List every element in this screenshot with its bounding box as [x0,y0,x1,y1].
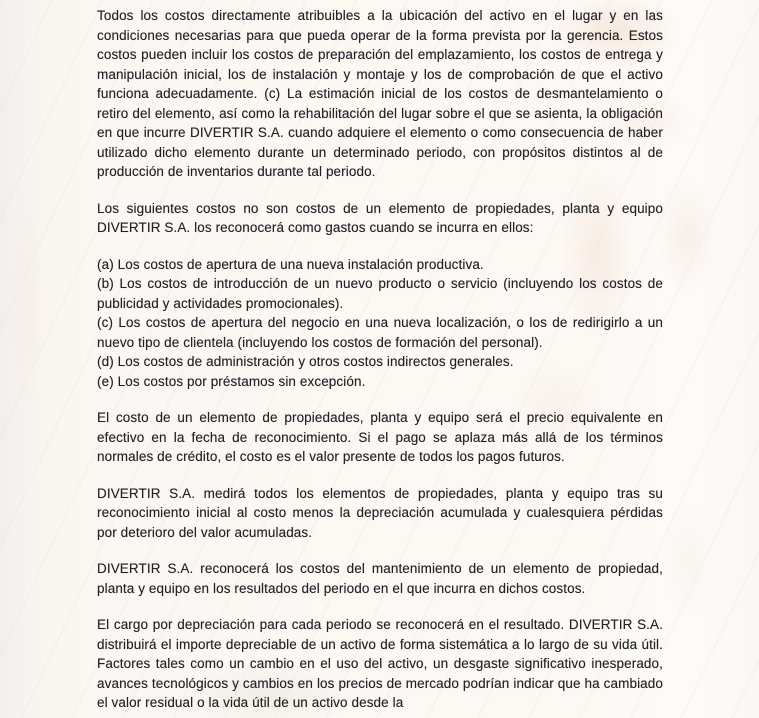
list-item-b: (b) Los costos de introducción de un nuevo producto o servicio (incluyendo los costos de publicidad y actividades promocionales). [97,276,663,311]
paragraph-costos-atribuibles: Todos los costos directamente atribuibles a la ubicación del activo en el lugar y en las condiciones necesarias para que pueda operar de la forma prevista por la gerencia. Estos costos pueden incluir los costos de preparación del emplazamiento, los costos de entrega y manipulación inicial, los de instalación y montaje y los de comprobación de que el activo funciona adecuadamente. (c) La estimación inicial de los costos de desmantelamiento o retiro del elemento, así como la rehabilitación del lugar sobre el que se asienta, la obligación en que incurre DIVERTIR S.A. cuando adquiere el elemento o como consecuencia de haber utilizado dicho elemento durante un determinado periodo, con propósitos distintos al de producción de inventarios durante tal periodo. [97,8,663,179]
list-item-c: (c) Los costos de apertura del negocio en una nueva localización, o los de redirigirlo a un nuevo tipo de clientela (incluyendo los costos de formación del personal). [97,315,663,350]
excluded-costs-list [97,255,663,392]
paragraph-cargo-depreciacion: El cargo por depreciación para cada periodo se reconocerá en el resultado. DIVERTIR S.A. distribuirá el importe depreciable de un activo de forma sistemática a lo largo de su vida útil. Factores tales como un cambio en el uso del activo, un desgaste significativo inesperado, avances tecnológicos y cambios en los precios de mercado podrían indicar que ha cambiado el valor residual o la vida útil de un activo desde la [97,617,663,710]
document-text-column [97,6,663,713]
paragraph-costo-precio-equivalente: El costo de un elemento de propiedades, planta y equipo será el precio equivalente en efectivo en la fecha de reconocimiento. Si el pago se aplaza más allá de los términos normales de crédito, el costo es el valor presente de todos los pagos futuros. [97,410,663,464]
paragraph-medicion-posterior: DIVERTIR S.A. medirá todos los elementos de propiedades, planta y equipo tras su reconocimiento inicial al costo menos la depreciación acumulada y cualesquiera pérdidas por deterioro del valor acumuladas. [97,485,663,540]
list-item-a: (a) Los costos de apertura de una nueva instalación productiva. [97,256,484,272]
list-item-e: (e) Los costos por préstamos sin excepción. [97,373,366,389]
paragraph-costos-excluidos-intro: Los siguientes costos no son costos de un elemento de propiedades, planta y equipo DIVERTIR S.A. los reconocerá como gastos cuando se incurra en ellos: [97,200,663,235]
list-item-d: (d) Los costos de administración y otros costos indirectos generales. [97,354,514,369]
paragraph-costos-mantenimiento: DIVERTIR S.A. reconocerá los costos del mantenimiento de un elemento de propiedad, planta y equipo en los resultados del periodo en el que incurra en dichos costos. [97,561,663,596]
